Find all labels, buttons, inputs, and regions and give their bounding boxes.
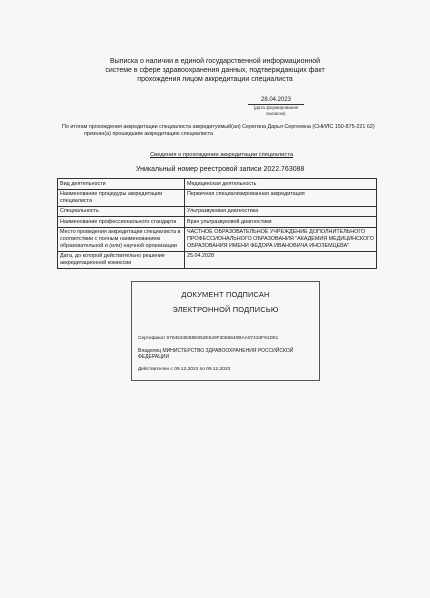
table-row (58, 179, 377, 190)
table-key: Дата, до которой действительно решение аккредитационной комиссии (58, 251, 185, 268)
document-heading (60, 57, 370, 84)
issue-date: 28.04.2023 (248, 97, 304, 105)
table-value: Врач ультразвуковой диагностики (185, 217, 377, 228)
heading-line: прохождения лицом аккредитации специалиста (137, 76, 293, 83)
result-caption: признан(а) прошедшим аккредитацию специалиста (84, 131, 214, 137)
table-row (58, 217, 377, 228)
table-key: Наименование профессионального стандарта (58, 217, 185, 228)
table-value: Ультразвуковая диагностика (185, 206, 377, 217)
stamp-validity: Действителен с 09.12.2022 по 09.12.2023 (138, 367, 231, 372)
table-row (58, 206, 377, 217)
section-title: Сведения о прохождении аккредитации специалиста (150, 152, 294, 158)
table-key: Наименование процедуры аккредитации специалиста (58, 189, 185, 206)
stamp-subtitle: ЭЛЕКТРОННОЙ ПОДПИСЬЮ (172, 305, 279, 314)
table-value: Медицинская деятельность (185, 179, 377, 190)
table-row (58, 251, 377, 268)
heading-line: Выписка о наличии в единой государственной информационной (110, 58, 320, 65)
issue-date-block (248, 97, 304, 117)
registry-number: Уникальный номер реестровой записи 2022.763088 (136, 166, 305, 173)
table-value: 25.04.2028 (185, 251, 377, 268)
accreditation-result (62, 124, 382, 138)
result-text: По итогам прохождения аккредитации специалиста аккредитуемый(ая) Серегина Дарья Сергеевна (СНИЛС 150-875-221 62) (62, 124, 375, 130)
accreditation-table (57, 178, 377, 269)
table-key: Вид деятельности (58, 179, 185, 190)
table-key: Место проведения аккредитации специалиста в соответствии с полным наименованием образовательной и (или) научной организации (58, 227, 185, 251)
table-row (58, 227, 377, 251)
table-key: Специальность (58, 206, 185, 217)
electronic-signature-stamp (131, 281, 320, 381)
heading-line: системе в сфере здравоохранения данных, подтверждающих факт (105, 67, 325, 74)
issue-date-caption: (дата формирования выписки) (253, 105, 299, 116)
stamp-certificate: Сертификат 9794534EB6E852E549F3066640BAA07434F91D81 (138, 336, 279, 341)
stamp-owner: Владелец МИНИСТЕРСТВО ЗДРАВООХРАНЕНИЯ РОССИЙСКОЙ ФЕДЕРАЦИИ (138, 348, 294, 361)
stamp-title: ДОКУМЕНТ ПОДПИСАН (181, 290, 270, 299)
table-row (58, 189, 377, 206)
table-value: Первичная специализированная аккредитация (185, 189, 377, 206)
table-value: ЧАСТНОЕ ОБРАЗОВАТЕЛЬНОЕ УЧРЕЖДЕНИЕ ДОПОЛНИТЕЛЬНОГО ПРОФЕССИОНАЛЬНОГО ОБРАЗОВАНИЯ "АКАДЕМИЯ МЕДИЦИНСКОГО ОБРАЗОВАНИЯ ИМЕНИ ФЕДОРА ИВАНОВИЧА ИНОЗЕМЦЕВА" (185, 227, 377, 251)
